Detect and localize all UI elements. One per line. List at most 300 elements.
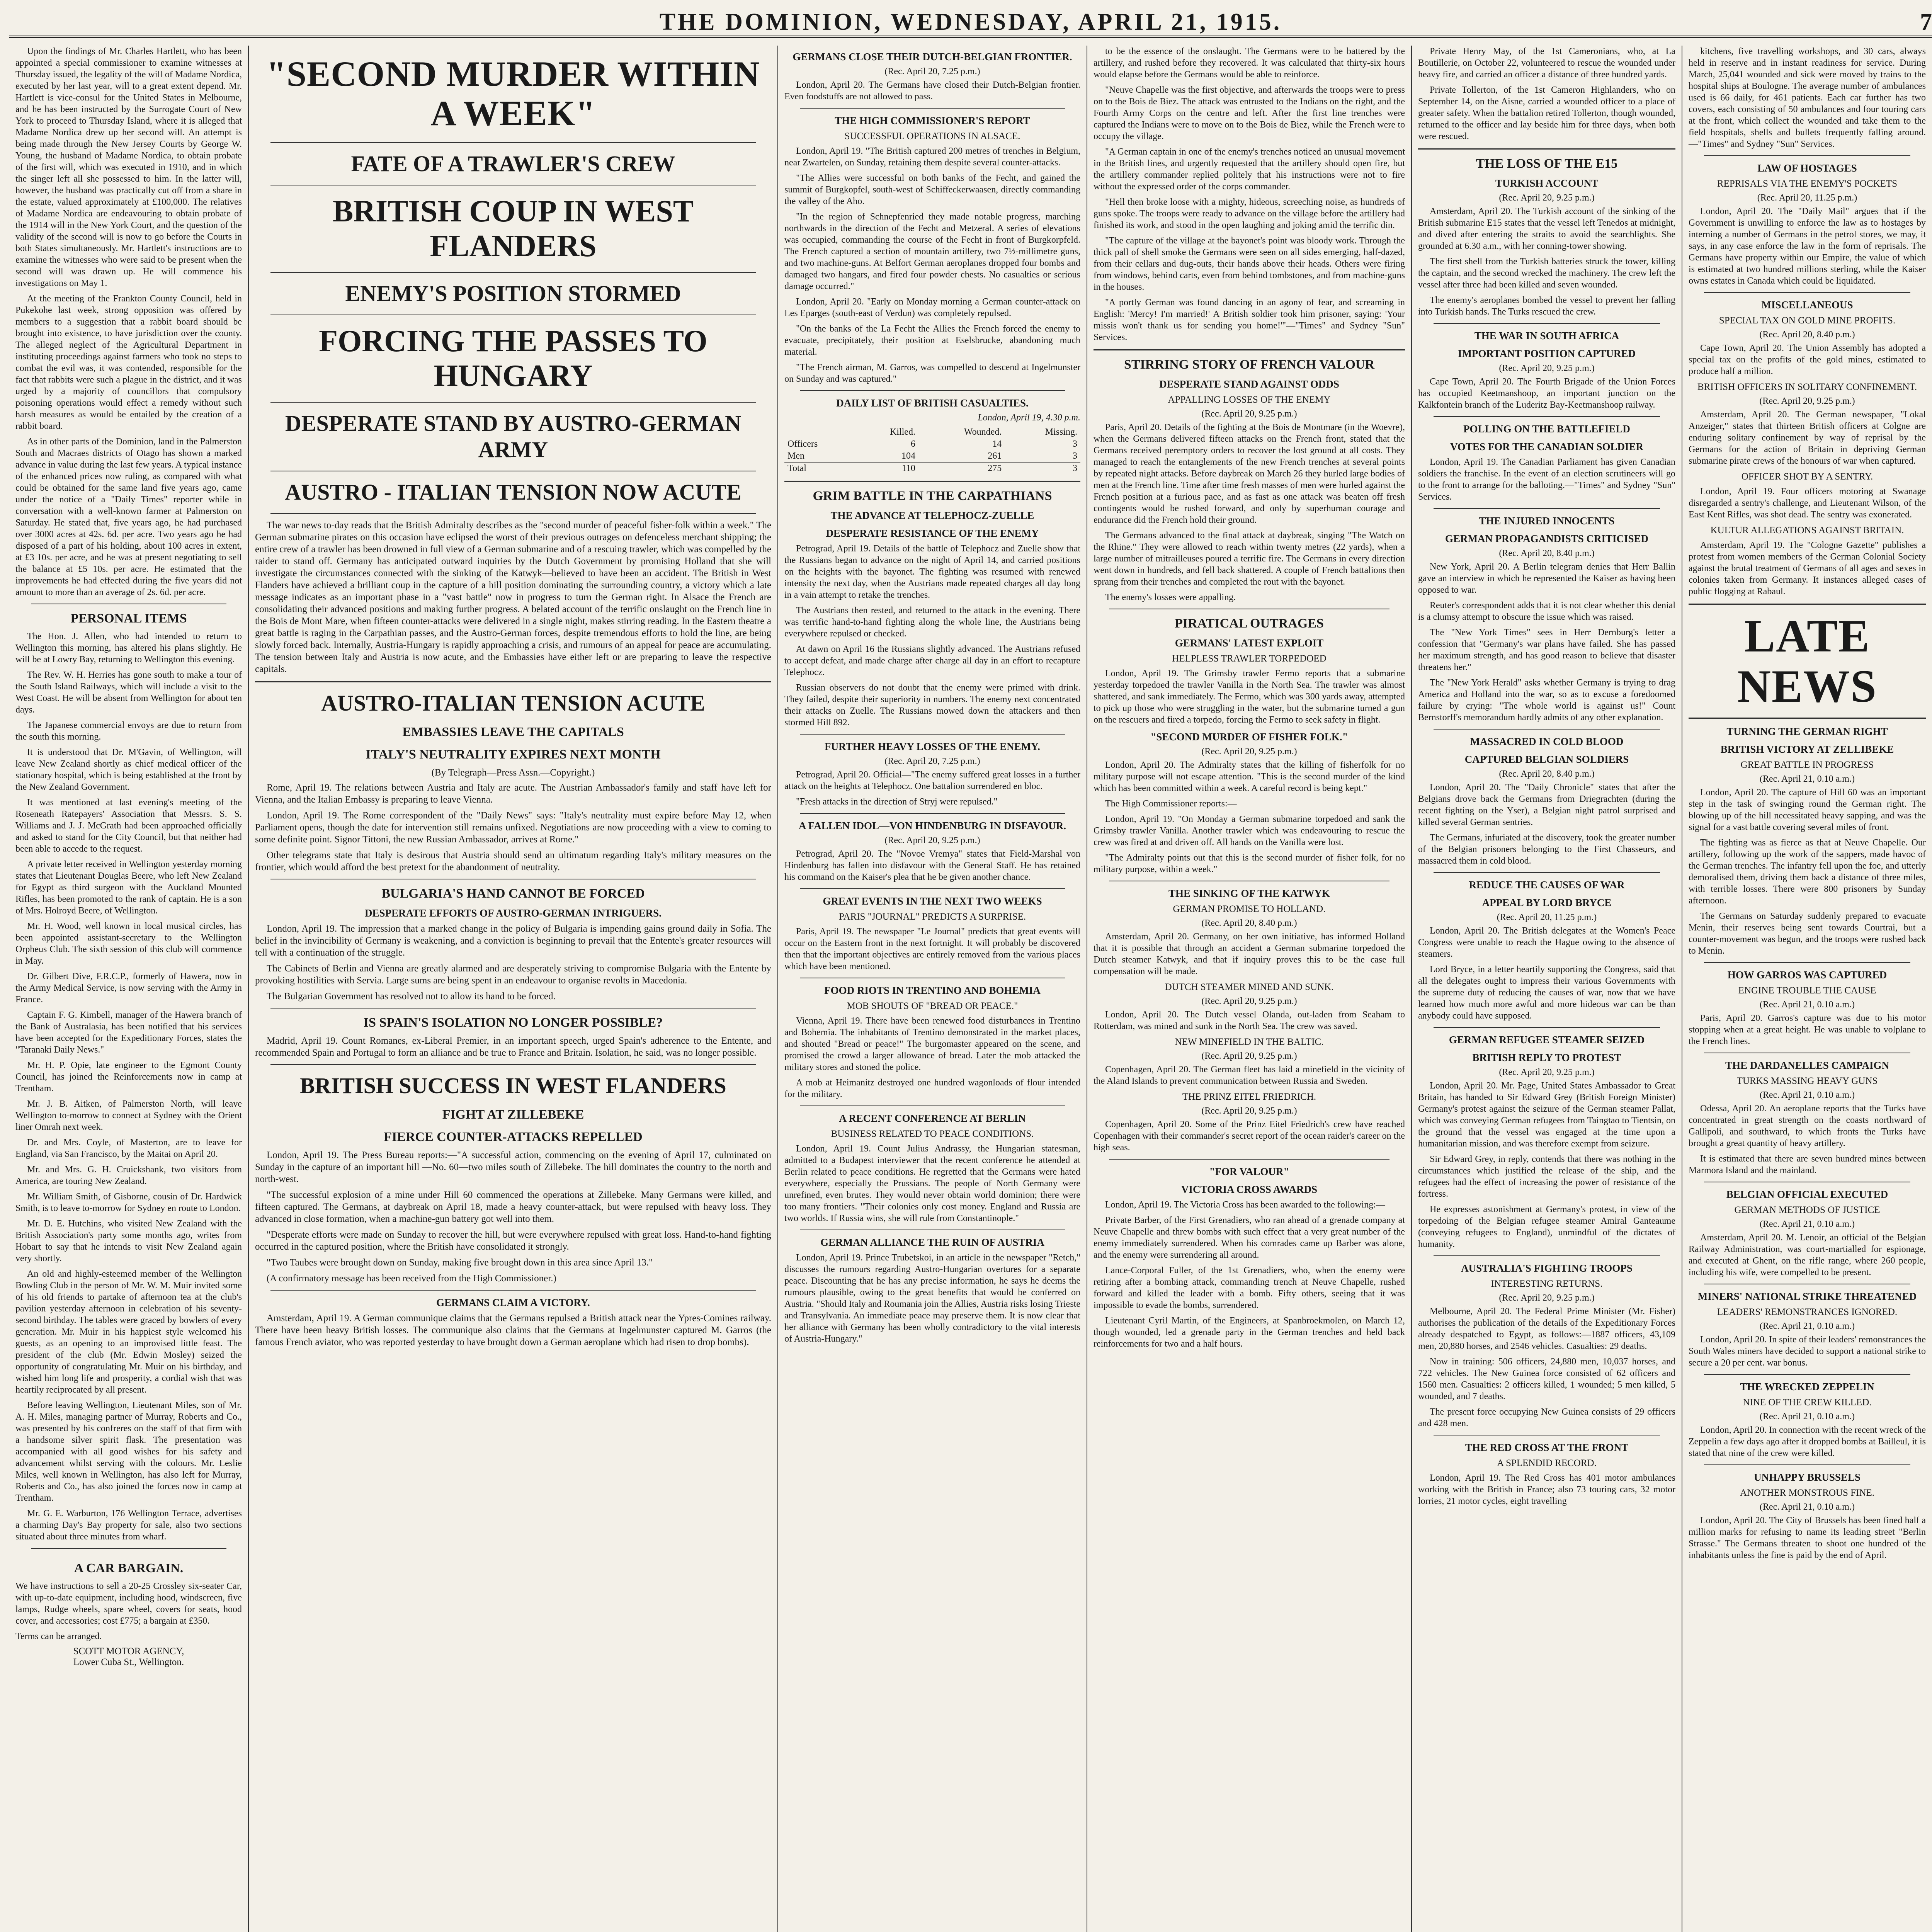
- section-subtitle: GREAT BATTLE IN PROGRESS: [1740, 760, 1874, 770]
- paragraph: Odessa, April 20. An aeroplane reports that the Turks have concentrated in great strength on the coasts northward of Gallipoli, and southward, to which fronts the Turks have brought a great quantity of heavy artillery.: [1689, 1104, 1926, 1148]
- section-title: FOOD RIOTS IN TRENTINO AND BOHEMIA: [824, 985, 1041, 996]
- paragraph: "The successful explosion of a mine under Hill 60 commenced the operations at Zillebeke. Many Germans were killed, and fifteen captured. The Germans, at daybreak on April 18, made a heavy counter-attack, but were repulsed with heavy loss. They advanced in close formation, when a machine-gun battery got well into them.: [255, 1190, 771, 1224]
- section-subtitle: IMPORTANT POSITION CAPTURED: [1458, 348, 1636, 359]
- divider: [1094, 349, 1405, 350]
- divider: [1704, 962, 1910, 963]
- section-body: [1094, 1009, 1405, 1032]
- section-body: [1418, 1472, 1675, 1507]
- received-time: (Rec. April 20, 8.40 p.m.): [1499, 548, 1595, 558]
- received-time: (Rec. April 20, 9.25 p.m.): [1499, 193, 1595, 203]
- section-subtitle: VOTES FOR THE CANADIAN SOLDIER: [1450, 441, 1644, 452]
- paragraph: Lord Bryce, in a letter heartily supporting the Congress, said that all the delegates ought to impress their various Governments with the supreme duty of reducing the causes of war, now that we have learned how much more awful and more hideous war can be than anybody could have supposed.: [1418, 964, 1675, 1021]
- section-subtitle: APPEAL BY LORD BRYCE: [1482, 897, 1612, 908]
- col4-top-body: [1094, 46, 1405, 343]
- received-time: (Rec. April 20, 8.40 p.m.): [1201, 918, 1297, 928]
- section-body: [784, 543, 1080, 728]
- section-title: TURNING THE GERMAN RIGHT: [1726, 726, 1888, 737]
- paragraph: "In the region of Schnepfenried they made notable progress, marching northwards in the direction of the Fecht and Metzeral. A series of elevations was occupied, commanding the course of the Fecht in front of Burgkorpfeld. The French captured a section of mountain artillery, two 7½-millimetre guns, and two machine-guns. At Belfort German aeroplanes dropped four bombs and damaged two hangars, and fired four powder chests. No casualties or serious damage occurred.": [784, 212, 1080, 291]
- table-cell: Men: [787, 451, 804, 461]
- section-title: "FOR VALOUR": [1209, 1166, 1289, 1177]
- paragraph: Mr. D. E. Hutchins, who visited New Zealand with the British Association's party some months ago, writes from Hobart to say that he intends to visit New Zealand again very shortly.: [15, 1219, 242, 1264]
- paragraph: "On the banks of the La Fecht the Allies the French forced the enemy to evacuate, precipitately, their position at Eselsbrucke, abandoning much material.: [784, 324, 1080, 357]
- section-title: BULGARIA'S HAND CANNOT BE FORCED: [381, 886, 645, 901]
- paragraph: A mob at Heimanitz destroyed one hundred wagonloads of flour intended for the military.: [784, 1078, 1080, 1099]
- paragraph: "Hell then broke loose with a mighty, hideous, screeching noise, as hundreds of guns spoke. The troops were ready to advance on the village before the artillery had finished its work, and stood in the open laughing and joking amid the terrific din.: [1094, 197, 1405, 230]
- section-body: [1094, 668, 1405, 726]
- paragraph: Paris, April 20. Garros's capture was due to his motor stopping when at a great height. He was unable to volplane to the French lines.: [1689, 1013, 1926, 1046]
- section-body: [255, 923, 771, 1002]
- paragraph: The Rev. W. H. Herries has gone south to make a tour of the South Island Railways, which will include a visit to the West Coast. He will be absent from Wellington for about ten days.: [15, 670, 242, 715]
- paragraph: Amsterdam, April 19. A German communique claims that the Germans repulsed a British attack near the Ypres-Comines railway. There have been heavy British losses. The communique also claims that the Germans at Ingelmunster captured M. Garros (the famous French aviator, who was reported yesterday to have brought down a German aeroplane which had risen to drop bombs).: [255, 1313, 771, 1347]
- paragraph: At the meeting of the Frankton County Council, held in Pukekohe last week, strong opposition was offered by members to a suggestion that a rabbit board should be brought into existence, to have jurisdiction over the county. The alleged neglect of the Agricultural Department in instituting proceedings against farmers who took no steps to combat the evil was, it was contended, responsible for the fact that rabbits were such a plague in the district, and it was urged by a majority of councillors that compulsory poisoning operations would effect a remedy without such harsh measures as would be entailed by the creation of a rabbit board.: [15, 294, 242, 431]
- received-time: (Rec. April 21, 0.10 a.m.): [1760, 1321, 1855, 1331]
- masthead-title: THE DOMINION, WEDNESDAY, APRIL 21, 1915.: [659, 9, 1282, 35]
- section-title: HOW GARROS WAS CAPTURED: [1727, 969, 1887, 981]
- paragraph: Petrograd, April 20. Official—"The enemy suffered great losses in a further attack on the heights at Telephocz. One battalion surrendered en bloc.: [784, 770, 1080, 791]
- headline-position-stormed: ENEMY'S POSITION STORMED: [345, 281, 681, 306]
- paragraph: The Germans on Saturday suddenly prepared to evacuate Menin, their reserves being sent towards Courtrai, but a counter-movement was begun, and the troops were rushed back to Menin.: [1689, 911, 1926, 956]
- received-time: (Rec. April 21, 0.10 a.m.): [1760, 1000, 1855, 1010]
- paragraph: Cape Town, April 20. The Union Assembly has adopted a special tax on the profits of the gold mines, estimated to produce half a million.: [1689, 343, 1926, 376]
- paragraph: Madrid, April 19. Count Romanes, ex-Liberal Premier, in an important speech, urged Spain's adherence to the Entente, and recommended Spain and Portugal to form an alliance and be true to France and Britain. Isolation, he said, was no longer possible.: [255, 1036, 771, 1058]
- columns: [9, 46, 1932, 1932]
- paragraph: "The French airman, M. Garros, was compelled to descend at Ingelmunster on Sunday and was captured.": [784, 362, 1080, 384]
- paragraph: The fighting was as fierce as that at Neuve Chapelle. Our artillery, following up the work of the sappers, made havoc of the German trenches. The infantry fell upon the foe, and utterly demoralised them, driving them back a distance of three miles, with terrible losses. There were 800 prisoners by Sunday afternoon.: [1689, 838, 1926, 906]
- section-subtitle: TURKS MASSING HEAVY GUNS: [1736, 1076, 1878, 1086]
- section-subtitle: INTERESTING RETURNS.: [1491, 1279, 1603, 1289]
- divider: [1689, 604, 1926, 605]
- paragraph: London, April 20. In spite of their leaders' remonstrances the South Wales miners have decided to support a national strike to secure a 20 per cent. war bonus.: [1689, 1335, 1926, 1368]
- divider: [800, 108, 1065, 109]
- section-subtitle: DESPERATE EFFORTS OF AUSTRO-GERMAN INTRIGUERS.: [365, 907, 662, 919]
- paragraph: London, April 19. Count Julius Andrassy, the Hungarian statesman, admitted to a Budapest interviewer that the recent conference he attended at Berlin related to peace conditions. He regretted that the Germans were hated everywhere, especially the Prussians. The people of North Germany were unrefined, even brutes. They would never obtain world dominion; there were too many frontiers. "Their colonies only cost money. England and Russia are two worlds. If Russia wins, she will rule from Constantinople.": [784, 1144, 1080, 1223]
- column-4: [1087, 46, 1412, 1932]
- section-subtitle: HELPLESS TRAWLER TORPEDOED: [1172, 653, 1327, 664]
- paragraph: Amsterdam, April 20. The Turkish account of the sinking of the British submarine E15 states that the vessel left Tenedos at midnight, and dived after entering the straits to avoid the searchlights. She grounded at 6.30 a.m., with her conning-tower showing.: [1418, 206, 1675, 251]
- paragraph: "A portly German was found dancing in an agony of fear, and screaming in English: 'Mercy! I'm married!' A British soldier took him prisoner, saying: 'Your missis won't thank us for sending you home!'"—"Times" and Sydney "Sun" Services.: [1094, 298, 1405, 342]
- section-title: LAW OF HOSTAGES: [1757, 162, 1857, 174]
- paragraph: Paris, April 19. The newspaper "Le Journal" predicts that great events will occur on the Eastern front in the next fortnight. It will probably be discovered then that the important objectives are entirely removed from the various places which have been mentioned.: [784, 927, 1080, 971]
- section-body: [784, 79, 1080, 102]
- section-subtitle: APPALLING LOSSES OF THE ENEMY: [1168, 395, 1331, 405]
- paragraph: Amsterdam, April 19. The "Cologne Gazette" publishes a protest from women members of the German Colonial Society against the brutal treatment of Germans of all ages and sexes in colonies taken from Germany. It instances alleged cases of public flogging at Rabaul.: [1689, 540, 1926, 597]
- paragraph: Private Henry May, of the 1st Cameronians, who, at La Boutillerie, on October 22, volunteered to rescue the wounded under heavy fire, and carried an officer a distance of three hundred yards.: [1418, 46, 1675, 80]
- col5-top-body: [1418, 46, 1675, 142]
- divider: [1418, 148, 1675, 150]
- paragraph: Petrograd, April 20. The "Novoe Vremya" states that Field-Marshal von Hindenburg has fallen into disfavour with the General Staff. He has retained his command on the Kaiser's plea that he be given another chance.: [784, 849, 1080, 882]
- paragraph: "The Allies were successful on both banks of the Fecht, and gained the summit of Burgkopfel, south-west of Schiffeckerwaasen, directly commanding the valley of the Aho.: [784, 173, 1080, 206]
- paragraph: Amsterdam, April 20. M. Lenoir, an official of the Belgian Railway Administration, was court-martialled for espionage, and executed at Ghent, on the rifle range, where 260 people, including his wife, were compelled to be present.: [1689, 1233, 1926, 1277]
- paragraph: A private letter received in Wellington yesterday morning states that Lieutenant Douglas Beere, who left New Zealand for Egypt as third surgeon with the Auckland Mounted Rifles, has been promoted to the rank of captain. He is a son of Mrs. Holroyd Beere, of Wellington.: [15, 859, 242, 916]
- table-cell: 3: [1073, 463, 1077, 473]
- section-body: [1689, 539, 1926, 597]
- paragraph: "Neuve Chapelle was the first objective, and afterwards the troops were to press on to the Bois de Biez. The attack was entrusted to the Indians on the right, and the Fourth Army Corps on the centre and left. After the first line trenches were captured the Indians were to move on to the Bois de Biez, while the French were to occupy the village.: [1094, 85, 1405, 141]
- section-title: AUSTRALIA'S FIGHTING TROOPS: [1461, 1262, 1633, 1274]
- paragraph: London, April 19. The Victoria Cross has been awarded to the following:—: [1105, 1200, 1385, 1210]
- headline-hungary: FORCING THE PASSES TO HUNGARY: [319, 324, 707, 393]
- section-subtitle: FIERCE COUNTER-ATTACKS REPELLED: [384, 1130, 643, 1144]
- divider: [1434, 1027, 1660, 1028]
- table-cell: Total: [787, 463, 806, 473]
- section-subtitle: EMBASSIES LEAVE THE CAPITALS: [402, 725, 624, 739]
- headline-trawler: FATE OF A TRAWLER'S CREW: [351, 151, 675, 176]
- section-subtitle: REPRISALS VIA THE ENEMY'S POCKETS: [1717, 179, 1898, 189]
- section-body: [784, 145, 1080, 385]
- section-subtitle: GERMAN PROMISE TO HOLLAND.: [1173, 904, 1326, 914]
- paragraph: Amsterdam, April 20. Germany, on her own initiative, has informed Holland that it is possible that through an accident a German submarine torpedoed the Dutch steamer Katwyk, and that if inquiry proves this to be the case full compensation will be made.: [1094, 932, 1405, 976]
- section-title: PIRATICAL OUTRAGES: [1175, 616, 1324, 631]
- received-time: (Rec. April 20, 9.25 p.m.): [1499, 363, 1595, 373]
- dateline: London, April 19, 4.30 p.m.: [978, 413, 1080, 423]
- paragraph: Copenhagen, April 20. Some of the Prinz Eitel Friedrich's crew have reached Copenhagen with their commander's secret report of the ocean raider's career on the high seas.: [1094, 1119, 1405, 1153]
- paragraph: Rome, April 19. The relations between Austria and Italy are acute. The Austrian Ambassador's family and staff have left for Vienna, and the Italian Embassy is preparing to leave Vienna.: [255, 782, 771, 805]
- section-title: OFFICER SHOT BY A SENTRY.: [1741, 471, 1873, 482]
- table-cell: 104: [901, 451, 915, 461]
- section-body: [1418, 1080, 1675, 1250]
- paragraph: London, April 19. Prince Trubetskoi, in an article in the newspaper "Retch," discusses the rumours regarding Austro-Hungarian overtures for a separate peace. Discounting that he has any precise information, he says he deems the rumours plausible, owing to the great benefits that would be conferred on Austria. "Should Italy and Roumania join the Allies, Austria risks losing Trieste and Transylvania. An immediate peace may preserve them. It is now clear that her alliance with Germany has been wholly contradictory to the vital interests of Austria-Hungary.": [784, 1253, 1080, 1344]
- advertisement-signoff: SCOTT MOTOR AGENCY,: [73, 1646, 184, 1656]
- section-body: [1418, 782, 1675, 867]
- table-cell: Officers: [787, 439, 818, 449]
- section-title: MISCELLANEOUS: [1761, 299, 1853, 311]
- table-cell: 6: [910, 439, 915, 449]
- paragraph: Sir Edward Grey, in reply, contends that there was nothing in the circumstances which justified the release of the ship, and the refugees had the effect of increasing the power of resistance of the fortress.: [1418, 1154, 1675, 1199]
- masthead: [9, 9, 1932, 38]
- advertisement-body: [15, 1580, 242, 1642]
- divider: [270, 1008, 756, 1009]
- paragraph: "The capture of the village at the bayonet's point was bloody work. Through the thick pall of shell smoke the Germans were seen on all sides emerging, half-dazed, from their cellars and dug-outs, their hands above their heads. Others were firing from windows, behind carts, even from behind tombstones, and from machine-guns in the houses.: [1094, 236, 1405, 292]
- section-subtitle: PARIS "JOURNAL" PREDICTS A SURPRISE.: [838, 912, 1026, 922]
- column-2: [249, 46, 778, 1932]
- divider: [1704, 155, 1910, 156]
- section-body: [1689, 206, 1926, 287]
- paragraph: Dr. Gilbert Dive, F.R.C.P., formerly of Hawera, now in the Army Medical Service, is now serving with the Army in France.: [15, 971, 242, 1005]
- received-time: (Rec. April 20, 7.25 p.m.): [884, 756, 980, 766]
- table-row: [784, 463, 1080, 475]
- headline-flanders: BRITISH COUP IN WEST FLANDERS: [332, 194, 694, 263]
- section-body: [1689, 342, 1926, 377]
- section-body: [1094, 759, 1405, 794]
- table-cell: 14: [992, 439, 1002, 449]
- section-title: THE RED CROSS AT THE FRONT: [1465, 1442, 1629, 1453]
- section-title: A FALLEN IDOL—VON HINDENBURG IN DISFAVOUR.: [798, 820, 1066, 832]
- section-title: DAILY LIST OF BRITISH CASUALTIES.: [836, 397, 1029, 409]
- paragraph: London, April 19. "The British captured 200 metres of trenches in Belgium, near Zwartelen, on Sunday, retaining them despite several counter-attacks.: [784, 146, 1080, 168]
- table-cell: 261: [988, 451, 1002, 461]
- section-title: POLLING ON THE BATTLEFIELD: [1463, 423, 1630, 435]
- section-title: REDUCE THE CAUSES OF WAR: [1469, 879, 1625, 891]
- divider: [255, 681, 771, 682]
- received-time: (Rec. April 21, 0.10 a.m.): [1760, 1219, 1855, 1229]
- section-body: [1094, 1064, 1405, 1087]
- received-time: (Rec. April 20, 7.25 p.m.): [884, 66, 980, 77]
- section-body: [1094, 1199, 1405, 1350]
- section-body: [1689, 1424, 1926, 1459]
- lead-body: [255, 519, 771, 675]
- section-subtitle: NINE OF THE CREW KILLED.: [1743, 1397, 1872, 1408]
- section-body: [255, 782, 771, 873]
- paragraph: London, April 19. The Grimsby trawler Fermo reports that a submarine yesterday torpedoed the trawler Vanilla in the North Sea. The trawler was almost shattered, and sank immediately. The Fermo, which was 300 yards away, attempted to pick up those who were struggling in the water, but the submarine turned a gun on the rescuers and fired a torpedo, forcing the Fermo to seek safety in flight.: [1094, 668, 1405, 725]
- divider: [1704, 292, 1910, 293]
- section-subtitle: A SPLENDID RECORD.: [1497, 1458, 1597, 1468]
- section-title: THE WRECKED ZEPPELIN: [1740, 1381, 1874, 1393]
- paragraph: London, April 20. "Early on Monday morning a German counter-attack on Les Eparges (south-east of Verdun) was completely repulsed.: [784, 297, 1080, 318]
- divider: [31, 1548, 226, 1549]
- section-body: [1418, 925, 1675, 1022]
- paragraph: Private Barber, of the First Grenadiers, who ran ahead of a grenade company at Neuve Chapelle and threw bombs with such effect that a very great number of the enemy immediately surrendered. When his comrades came up Barber was alone, and the enemy were surrendering all around.: [1094, 1215, 1405, 1260]
- paragraph: The High Commissioner reports:—: [1105, 799, 1237, 809]
- paragraph: The Japanese commercial envoys are due to return from the south this morning.: [15, 720, 242, 742]
- section-subtitle: ANOTHER MONSTROUS FINE.: [1740, 1488, 1874, 1498]
- paragraph: Dr. and Mrs. Coyle, of Masterton, are to leave for England, via San Francisco, by the Maitai on April 20.: [15, 1138, 242, 1159]
- paragraph: We have instructions to sell a 20-25 Crossley six-seater Car, with up-to-date equipment, including hood, windscreen, five lamps, Rudge wheels, spare wheel, covers for seats, hood cover, and accessories; cost £775; a bargain at £350.: [15, 1581, 242, 1626]
- paragraph: The Hon. J. Allen, who had intended to return to Wellington this morning, has altered his plans slightly. He will be at Lowry Bay, returning to Wellington this evening.: [15, 631, 242, 665]
- table-header-row: [784, 426, 1080, 438]
- section-body: [1418, 456, 1675, 503]
- headline-austro-german: DESPERATE STAND BY AUSTRO-GERMAN ARMY: [285, 411, 742, 462]
- paragraph: London, April 20. The City of Brussels has been fined half a million marks for refusing to name its leading street "Berlin Strasse." The Germans threaten to shoot one hundred of the inhabitants unless the fine is paid by the end of April.: [1689, 1515, 1926, 1560]
- section-title: STIRRING STORY OF FRENCH VALOUR: [1124, 357, 1375, 372]
- car-bargain-advertisement: [15, 1560, 242, 1668]
- paragraph: New York, April 20. A Berlin telegram denies that Herr Ballin gave an interview in which he represented the Kaiser as having been opposed to war.: [1418, 562, 1675, 595]
- paragraph: Reuter's correspondent adds that it is not clear whether this denial is a clumsy attempt to obscure the issue which was raised.: [1418, 600, 1675, 622]
- section-subtitle: TURKISH ACCOUNT: [1495, 177, 1599, 189]
- divider: [270, 142, 756, 143]
- section-subtitle: VICTORIA CROSS AWARDS: [1181, 1184, 1318, 1195]
- paragraph: Mr. H. P. Opie, late engineer to the Egmont County Council, has joined the Reinforcements now in camp at Trentham.: [15, 1060, 242, 1094]
- paragraph: London, April 19. The Rome correspondent of the "Daily News" says: "Italy's neutrality must expire before May 12, when Parliament opens, though the date for intervention still remains unfixed. Negotiations are now proceeding with a view to coming to some definite point. Signor Tittoni, the new Russian Ambassador, arrives at Rome.": [255, 810, 771, 845]
- paragraph: "Fresh attacks in the direction of Stryj were repulsed.": [796, 797, 998, 807]
- section-body: [1689, 787, 1926, 957]
- received-time: (Rec. April 20, 9.25 p.m.): [1201, 996, 1297, 1006]
- section-body: [1689, 1334, 1926, 1369]
- paragraph: London, April 20. The capture of Hill 60 was an important step in the task of swinging round the German right. The blowing up of the hill necessitated heavy sapping, and was the signal for a vast battle covering several miles of front.: [1689, 787, 1926, 832]
- section-subtitle: DESPERATE RESISTANCE OF THE ENEMY: [826, 527, 1039, 539]
- section-body: [1689, 1232, 1926, 1278]
- section-body: [1418, 376, 1675, 411]
- section-subtitle: BRITISH REPLY TO PROTEST: [1472, 1052, 1621, 1063]
- received-time: (Rec. April 21, 0.10 a.m.): [1760, 1412, 1855, 1422]
- received-time: (Rec. April 20, 8.40 p.m.): [1499, 769, 1595, 779]
- page-number: 7: [1920, 9, 1932, 35]
- paragraph: Other telegrams state that Italy is desirous that Austria should send an ultimatum regarding Italy's military measures on the frontier, which would afford the best pretext for the abandonment of neutrality.: [255, 850, 771, 872]
- table-cell: 3: [1073, 451, 1077, 461]
- section-title: FURTHER HEAVY LOSSES OF THE ENEMY.: [825, 741, 1040, 752]
- section-subtitle: GERMAN METHODS OF JUSTICE: [1734, 1205, 1880, 1215]
- paragraph: London, April 20. Mr. Page, United States Ambassador to Great Britain, has handed to Sir Edward Grey (British Foreign Minister) Germany's protest against the seizure of the German steamer Pallat, which was conveying German refugees from Taingtao to Tientsin, on the ground that the vessel was engaged at the time upon a humanitarian mission, and was therefore exempt from seizure.: [1418, 1081, 1675, 1149]
- paragraph: London, April 20. The Dutch vessel Olanda, out-laden from Seaham to Rotterdam, was mined and sunk in the North Sea. The crew was saved.: [1094, 1010, 1405, 1031]
- paragraph: London, April 20. The "Daily Mail" argues that if the Government is unwilling to enforce the law as to hostages by interning a number of Germans in the petrol stores, we may, it says, in any case enforce the law in the form of reprisals. The Germans have property within our Empire, the value of which is estimated at two hundred millions sterling, while the Kaiser owns estates in Canada which could be liquidated.: [1689, 206, 1926, 286]
- section-body: [784, 1015, 1080, 1100]
- col1-top-body: [15, 46, 242, 598]
- section-body: [784, 1143, 1080, 1224]
- section-subtitle: BUSINESS RELATED TO PEACE CONDITIONS.: [831, 1129, 1034, 1139]
- paragraph: London, April 20. In connection with the recent wreck of the Zeppelin a few days ago after it dropped bombs at Bailleul, it is stated that nine of the crew were killed.: [1689, 1425, 1926, 1458]
- received-time: (Rec. April 20, 11.25 p.m.): [1497, 912, 1597, 922]
- section-body: [1689, 1012, 1926, 1047]
- paragraph: London, April 20. The British delegates at the Women's Peace Congress were unable to reach the Hague owing to the absence of steamers.: [1418, 926, 1675, 959]
- paragraph: kitchens, five travelling workshops, and 30 cars, always held in reserve and in instant readiness for service. During March, 25,041 wounded and sick were moved by trains to the hospital ships at Boulogne. The average number of ambulances used is 66 daily, for 461 patients. Each car further has two covers, each consisting of 50 ambulances and four touring cars at the front, which collect the wounded and take them to the field hospitals, shells and bullets frequently falling around.—"Times" and Sydney "Sun" Services.: [1689, 46, 1926, 149]
- section-title: THE INJURED INNOCENTS: [1479, 515, 1615, 527]
- divider: [800, 888, 1065, 889]
- section-subtitle: ITALY'S NEUTRALITY EXPIRES NEXT MONTH: [366, 747, 661, 762]
- paragraph: Now in training: 506 officers, 24,880 men, 10,037 horses, and 722 vehicles. The New Guinea force consisted of 62 officers and 1560 men. Casualties: 2 officers killed, 1 wounded; 5 men killed, 5 wounded, and 7 deaths.: [1418, 1357, 1675, 1401]
- section-body: [255, 1312, 771, 1348]
- paragraph: The war news to-day reads that the British Admiralty describes as the "second murder of peaceful fisher-folk within a week." The German submarine pirates on this occasion have eclipsed the worst of their previous outrages on defenceless merchant shipping; the entire crew of a trawler has been drowned in full view of a German submarine and of a rescuing trawler, which was compelled by the raider to stand off. Germany has anticipated outward inquiries by the Dutch Government by promising Holland that she will investigate the circumstances connected with the sinking of the Katwyk—believed to have been an accident. The British in West Flanders have achieved a brilliant coup in the capture of a hill position dominating the surrounding country, a victory which a late message indicates as an important phase in a "vast battle" now in progress to turn the German right. In Alsace the French are consolidating their advanced positions and making further progress. A belated account of the terrific onslaught on the French line in the Bois de Mont Mare, when fifteen counter-attacks were delivered in a single night, makes stirring reading. In the Eastern theatre a great battle is raging in the Carpathian passes, and the Austro-German forces, despite tremendous efforts to hold the line, are being slowly forced back. Internally, Austria-Hungary is rapidly approaching a crisis, and rumours of an appeal for peace are accumulating. The tension between Italy and Austria is now acute, and the Embassies have either left or are preparing to leave the respective capitals.: [255, 520, 771, 674]
- table-row: [784, 438, 1080, 450]
- received-time: (Rec. April 21, 0.10 a.m.): [1760, 774, 1855, 784]
- paragraph: Copenhagen, April 20. The German fleet has laid a minefield in the vicinity of the Aland Islands to prevent communication between Russia and Sweden.: [1094, 1065, 1405, 1086]
- paragraph: London, April 20. The Admiralty states that the killing of fisherfolk for no military purpose will not escape attention. "This is the second murder of the kind which has been committed within a week. A careful record is being kept.": [1094, 760, 1405, 793]
- divider: [800, 734, 1065, 735]
- received-time: (Rec. April 21, 0.10 a.m.): [1760, 1090, 1855, 1100]
- section-body: [1094, 798, 1405, 875]
- divider: [1434, 872, 1660, 873]
- received-time: (Rec. April 20, 9.25 p.m.): [1201, 409, 1297, 419]
- paragraph: Mr. H. Wood, well known in local musical circles, has been appointed assistant-secretary to the Wellington Orpheus Club. The sixth session of this club will commence in May.: [15, 921, 242, 966]
- section-title: GERMANS CLAIM A VICTORY.: [436, 1297, 590, 1308]
- paragraph: Cape Town, April 20. The Fourth Brigade of the Union Forces has occupied Keetmanshoop, an important junction on the Kalkfontein branch of the Luderitz Bay-Keetmanshoop railway.: [1418, 377, 1675, 410]
- paragraph: Vienna, April 19. There have been renewed food disturbances in Trentino and Bohemia. The inhabitants of Trentino demonstrated in the market places, and shouted "Bread or peace!" The burgomaster appeared on the scene, and promised the crowd a larger allowance of bread. Later the mob attacked the military stores and stoned the police.: [784, 1016, 1080, 1072]
- paragraph: Lieutenant Cyril Martin, of the Engineers, at Spanbroekmolen, on March 12, though wounded, led a grenade party in the German trenches and held back reinforcements for two and a half hours.: [1094, 1316, 1405, 1349]
- section-subtitle: MOB SHOUTS OF "BREAD OR PEACE.": [847, 1001, 1018, 1011]
- table-header: Killed.: [889, 427, 915, 437]
- paragraph: "Desperate efforts were made on Sunday to recover the hill, but were everywhere repulsed with great loss. Hand-to-hand fighting occurred in the captured position, where the British have consolidated it strongly.: [255, 1230, 771, 1252]
- table-cell: 3: [1073, 439, 1077, 449]
- divider: [1434, 729, 1660, 730]
- paragraph: London, April 19. The Press Bureau reports:—"A successful action, commencing on the evening of April 17, culminated on Sunday in the capture of an important hill —No. 60—two miles south of Zillebeke. The hill dominates the country to the north and north-west.: [255, 1150, 771, 1184]
- divider: [784, 481, 1080, 482]
- column-3: [778, 46, 1087, 1932]
- col6-top-body: [1689, 46, 1926, 150]
- divider: [270, 513, 756, 514]
- section-subtitle: LEADERS' REMONSTRANCES IGNORED.: [1717, 1307, 1898, 1317]
- paragraph: Upon the findings of Mr. Charles Hartlett, who has been appointed a special commissioner to examine witnesses at Thursday issued, the legality of the will of Madame Nordica, executed by her last year, will to a great extent depend. Mr. Hartlett is vice-consul for the United States in Melbourne, and he has been instructed by the Surrogate Court of New York to proceed to Thursday Island, where it is alleged that Madame Nordica drew up her second will. An attempt is being made through the New Jersey Courts by George W. Young, the husband of Madame Nordica, to obtain probate of the first will, which was executed in 1910, and in which the singer left all she possessed to him. In the latter will, however, the husband was practically cut off from a share in the estate, valued approximately at £100,000. The relatives of Madame Nordica are endeavouring to obtain probate of the 1914 will in the New York Court, and the question of the validity of the second will is now to go before the Courts in both States simultaneously. Mr. Hartlett's instructions are to examine the witnesses who were said to be present when the second will was drawn up. He will commence his investigations on May 1.: [15, 46, 242, 288]
- received-time: (Rec. April 20, 11.25 p.m.): [1757, 193, 1857, 203]
- section-title: MINERS' NATIONAL STRIKE THREATENED: [1697, 1291, 1917, 1302]
- paragraph: Before leaving Wellington, Lieutenant Miles, son of Mr. A. H. Miles, managing partner of Murray, Roberts and Co., was presented by his confreres on the staff of that firm with a handsome silver spirit flask. The presentation was accompanied with all good wishes for his safety and advancement whilst serving with the colours. Mr. Leslie Miles, well known in Wellington, has also left for Murray, Roberts and Co., has also joined the forces now in camp at Trentham.: [15, 1400, 242, 1503]
- section-title: DUTCH STEAMER MINED AND SUNK.: [1165, 982, 1334, 992]
- paragraph: London, April 19. The Red Cross has 401 motor ambulances working with the British in France; also 73 touring cars, 32 motor lorries, 21 motor cycles, eight travelling: [1418, 1473, 1675, 1506]
- paragraph: Melbourne, April 20. The Federal Prime Minister (Mr. Fisher) authorises the publication of the details of the Expeditionary Forces already despatched to Egypt, as follows:—1887 officers, 43,109 men, 20,880 horses, and 2546 vehicles. Casualties: 29 deaths.: [1418, 1306, 1675, 1351]
- paragraph: The "New York Times" sees in Herr Dernburg's letter a confession that "Germany's war plans have failed. She has passed her maximum strength, and has good reason to believe that disaster threatens her.": [1418, 628, 1675, 672]
- paragraph: London, April 20. The "Daily Chronicle" states that after the Belgians drove back the Germans from Driegrachten (during the recent fighting on the Yser), a Belgian night patrol surprised and killed several German sentries.: [1418, 782, 1675, 827]
- section-body: [1094, 422, 1405, 603]
- divider: [270, 1064, 756, 1065]
- section-title: "SECOND MURDER OF FISHER FOLK.": [1150, 731, 1348, 743]
- received-time: (Rec. April 21, 0.10 a.m.): [1760, 1502, 1855, 1512]
- paragraph: Mr. G. E. Warburton, 176 Wellington Terrace, advertises a charming Day's Bay property for sale, also two sections situated about three minutes from wharf.: [15, 1509, 242, 1542]
- paragraph: The Austrians then rested, and returned to the attack in the evening. There was terrific hand-to-hand fighting along the whole line, the Austrians being everywhere repulsed or checked.: [784, 605, 1080, 639]
- section-title: THE LOSS OF THE E15: [1476, 156, 1618, 171]
- received-time: (Rec. April 20, 9.25 p.m.): [1759, 396, 1855, 406]
- section-body: [784, 926, 1080, 972]
- table-header: Missing.: [1045, 427, 1077, 437]
- section-title: GERMAN ALLIANCE THE RUIN OF AUSTRIA: [820, 1236, 1044, 1248]
- paragraph: Petrograd, April 19. Details of the battle of Telephocz and Zuelle show that the Russians began to advance on the night of April 14, and carried positions on the heights with the bayonet. The fighting was resumed with renewed intensity the next day, when the Austrians made repeated charges all day long in a vain attempt to retake the trenches.: [784, 544, 1080, 600]
- table-row: [784, 450, 1080, 463]
- section-body: [255, 1149, 771, 1284]
- section-subtitle: GERMAN PROPAGANDISTS CRITICISED: [1445, 533, 1649, 544]
- divider: [1434, 508, 1660, 509]
- paragraph: "A German captain in one of the enemy's trenches noticed an unusual movement in the British lines, and urgently requested that the artillery should open fire, but the artillery commander replied politely that his instructions were not to fire without the expressed order of the corps commander.: [1094, 147, 1405, 192]
- personal-items-heading: PERSONAL ITEMS: [70, 611, 187, 626]
- paragraph: The enemy's losses were appalling.: [1105, 592, 1236, 602]
- section-body: [1689, 486, 1926, 520]
- section-subtitle: CAPTURED BELGIAN SOLDIERS: [1464, 753, 1629, 765]
- paragraph: The Germans, infuriated at the discovery, took the greater number of the Belgian prisoners belonging to the First Chasseurs, and massacred them in cold blood.: [1418, 833, 1675, 866]
- section-title: THE HIGH COMMISSIONER'S REPORT: [835, 115, 1030, 126]
- paragraph: London, April 19. The impression that a marked change in the policy of Bulgaria is impending gains ground daily in Sofia. The belief in the invincibility of Germany is weakening, and a conviction is beginning to prevail that the Entente's greater resources will tell with a continuation of the struggle.: [255, 923, 771, 958]
- section-body: [784, 848, 1080, 883]
- divider: [1704, 1374, 1910, 1375]
- section-subtitle: THE ADVANCE AT TELEPHOCZ-ZUELLE: [830, 510, 1034, 521]
- section-title: GERMAN REFUGEE STEAMER SEIZED: [1449, 1034, 1645, 1046]
- lead-headline: "SECOND MURDER WITHIN A WEEK": [266, 54, 760, 133]
- paragraph: Lance-Corporal Fuller, of the 1st Grenadiers, who, when the enemy were retiring after a bombing attack, commanding trench at Neuve Chapelle, rushed forward and killed the leader with a bomb. Fifty others, seeing that it was impossible to evade the bombs, surrendered.: [1094, 1265, 1405, 1310]
- section-subtitle: SUCCESSFUL OPERATIONS IN ALSACE.: [844, 131, 1020, 141]
- paragraph: to be the essence of the onslaught. The Germans were to be battered by the artillery, and rushed before they recovered. It was calculated that thirty-six hours would elapse before the Germans would be able to reinforce.: [1094, 46, 1405, 80]
- divider: [1434, 323, 1660, 324]
- section-subtitle: BRITISH VICTORY AT ZELLIBEKE: [1720, 743, 1894, 755]
- paragraph: London, April 19. "On Monday a German submarine torpedoed and sank the Grimsby trawler Vanilla. Another trawler which was endeavouring to rescue the crew was fired at and driven off. All hands on the Vanilla were lost.: [1094, 814, 1405, 847]
- section-title: KULTUR ALLEGATIONS AGAINST BRITAIN.: [1710, 525, 1904, 536]
- section-subtitle: GERMANS' LATEST EXPLOIT: [1175, 637, 1324, 649]
- section-title: THE PRINZ EITEL FRIEDRICH.: [1182, 1092, 1316, 1102]
- received-time: (Rec. April 20, 8.40 p.m.): [1759, 330, 1855, 340]
- received-time: (Rec. April 20, 9.25 p.m.): [1201, 1051, 1297, 1061]
- divider: [1109, 1159, 1389, 1160]
- divider: [270, 1290, 756, 1291]
- table-cell: 275: [988, 463, 1002, 473]
- paragraph: The Bulgarian Government has resolved not to allow its hand to be forced.: [267, 991, 556, 1002]
- paragraph: Captain F. G. Kimbell, manager of the Hawera branch of the Bank of Australasia, has been notified that his services have been accepted for the Expeditionary Forces, states the "Taranaki Daily News.": [15, 1010, 242, 1055]
- paragraph: "Two Taubes were brought down on Sunday, making five brought down in this area since April 13.": [267, 1257, 653, 1268]
- section-body: [1418, 206, 1675, 318]
- paragraph: Russian observers do not doubt that the enemy were primed with drink. They failed, despite their superiority in numbers. The enemy next concentrated their attacks on Zuelle. The Russians mowed down the attackers and then stormed Hill 892.: [784, 683, 1080, 728]
- paragraph: It is estimated that there are seven hundred mines between Marmora Island and the mainland.: [1689, 1154, 1926, 1175]
- section-title: BRITISH OFFICERS IN SOLITARY CONFINEMENT.: [1697, 382, 1917, 392]
- casualty-table: [784, 426, 1080, 474]
- section-title: BRITISH SUCCESS IN WEST FLANDERS: [300, 1073, 726, 1098]
- paragraph: The enemy's aeroplanes bombed the vessel to prevent her falling into Turkish hands. The Turks rescued the crew.: [1418, 295, 1675, 317]
- paragraph: As in other parts of the Dominion, land in the Palmerston South and Macraes districts of Otago has shown a marked advance in value during the last few years. A typical instance of the enhanced prices now ruling, as compared with what could be obtained for the same land five years ago, came under the notice of a "Daily Times" reporter while in conversation with a well-known farmer at Palmerston on Saturday. He stated that, five years ago, he had purchased over 3000 acres at 42s. 6d. per acre. Two years ago he had disposed of a part of his holding, about 100 acres in extent, at £3 10s. per acre, and he was at present negotiating to sell the balance at £5 10s. per acre. He estimated that the improvements he had effected during the five years did not amount to more than an average of 2s. 6d. per acre.: [15, 437, 242, 597]
- section-title: IS SPAIN'S ISOLATION NO LONGER POSSIBLE?: [363, 1015, 663, 1030]
- section-title: A RECENT CONFERENCE AT BERLIN: [839, 1112, 1026, 1124]
- section-title: GREAT EVENTS IN THE NEXT TWO WEEKS: [823, 895, 1042, 907]
- paragraph: Private Tollerton, of the 1st Cameron Highlanders, who on September 14, on the Aisne, carried a wounded officer to a place of greater safety. When the battalion retired Tollerton, though wounded, returned to the officer and lay beside him for three days, when both were rescued.: [1418, 85, 1675, 141]
- paragraph: Mr. William Smith, of Gisborne, cousin of Dr. Hardwick Smith, is to leave to-morrow for Sydney en route to London.: [15, 1192, 242, 1213]
- table-cell: 110: [901, 463, 915, 473]
- divider: [1704, 1464, 1910, 1465]
- divider: [1689, 718, 1926, 719]
- section-title: THE SINKING OF THE KATWYK: [1168, 888, 1330, 899]
- column-1: [9, 46, 249, 1932]
- section-body: [1689, 1103, 1926, 1176]
- section-title: AUSTRO-ITALIAN TENSION ACUTE: [321, 690, 705, 716]
- section-body: [1094, 1119, 1405, 1153]
- table-header: Wounded.: [964, 427, 1002, 437]
- section-body: [784, 769, 1080, 808]
- section-subtitle: SPECIAL TAX ON GOLD MINE PROFITS.: [1719, 315, 1896, 326]
- paragraph: Paris, April 20. Details of the fighting at the Bois de Montmare (in the Woevre), when the Germans delivered fifteen attacks on the French front, stated that the Germans received peremptory orders to recover the lost ground at all costs. They managed to reach the entanglements of the new French trenches at several points by repeated night attacks. Before daybreak on March 26 they hurled large bodies of men at the French line. Time after time fresh masses of men were hurled against the French position at a furious pace, and as fast as one attack was beaten off fresh contingents would be rushed forward, and only by superhuman courage and endurance did the French hold their ground.: [1094, 422, 1405, 525]
- paragraph: "The Admiralty points out that this is the second murder of fisher folk, for no military purpose, within a week.": [1094, 853, 1405, 874]
- section-title: UNHAPPY BRUSSELS: [1754, 1471, 1861, 1483]
- section-title: THE WAR IN SOUTH AFRICA: [1474, 330, 1619, 342]
- section-body: [1418, 1306, 1675, 1429]
- table-header: [784, 426, 856, 438]
- received-time: (Rec. April 20, 9.25 p.m.): [1201, 1106, 1297, 1116]
